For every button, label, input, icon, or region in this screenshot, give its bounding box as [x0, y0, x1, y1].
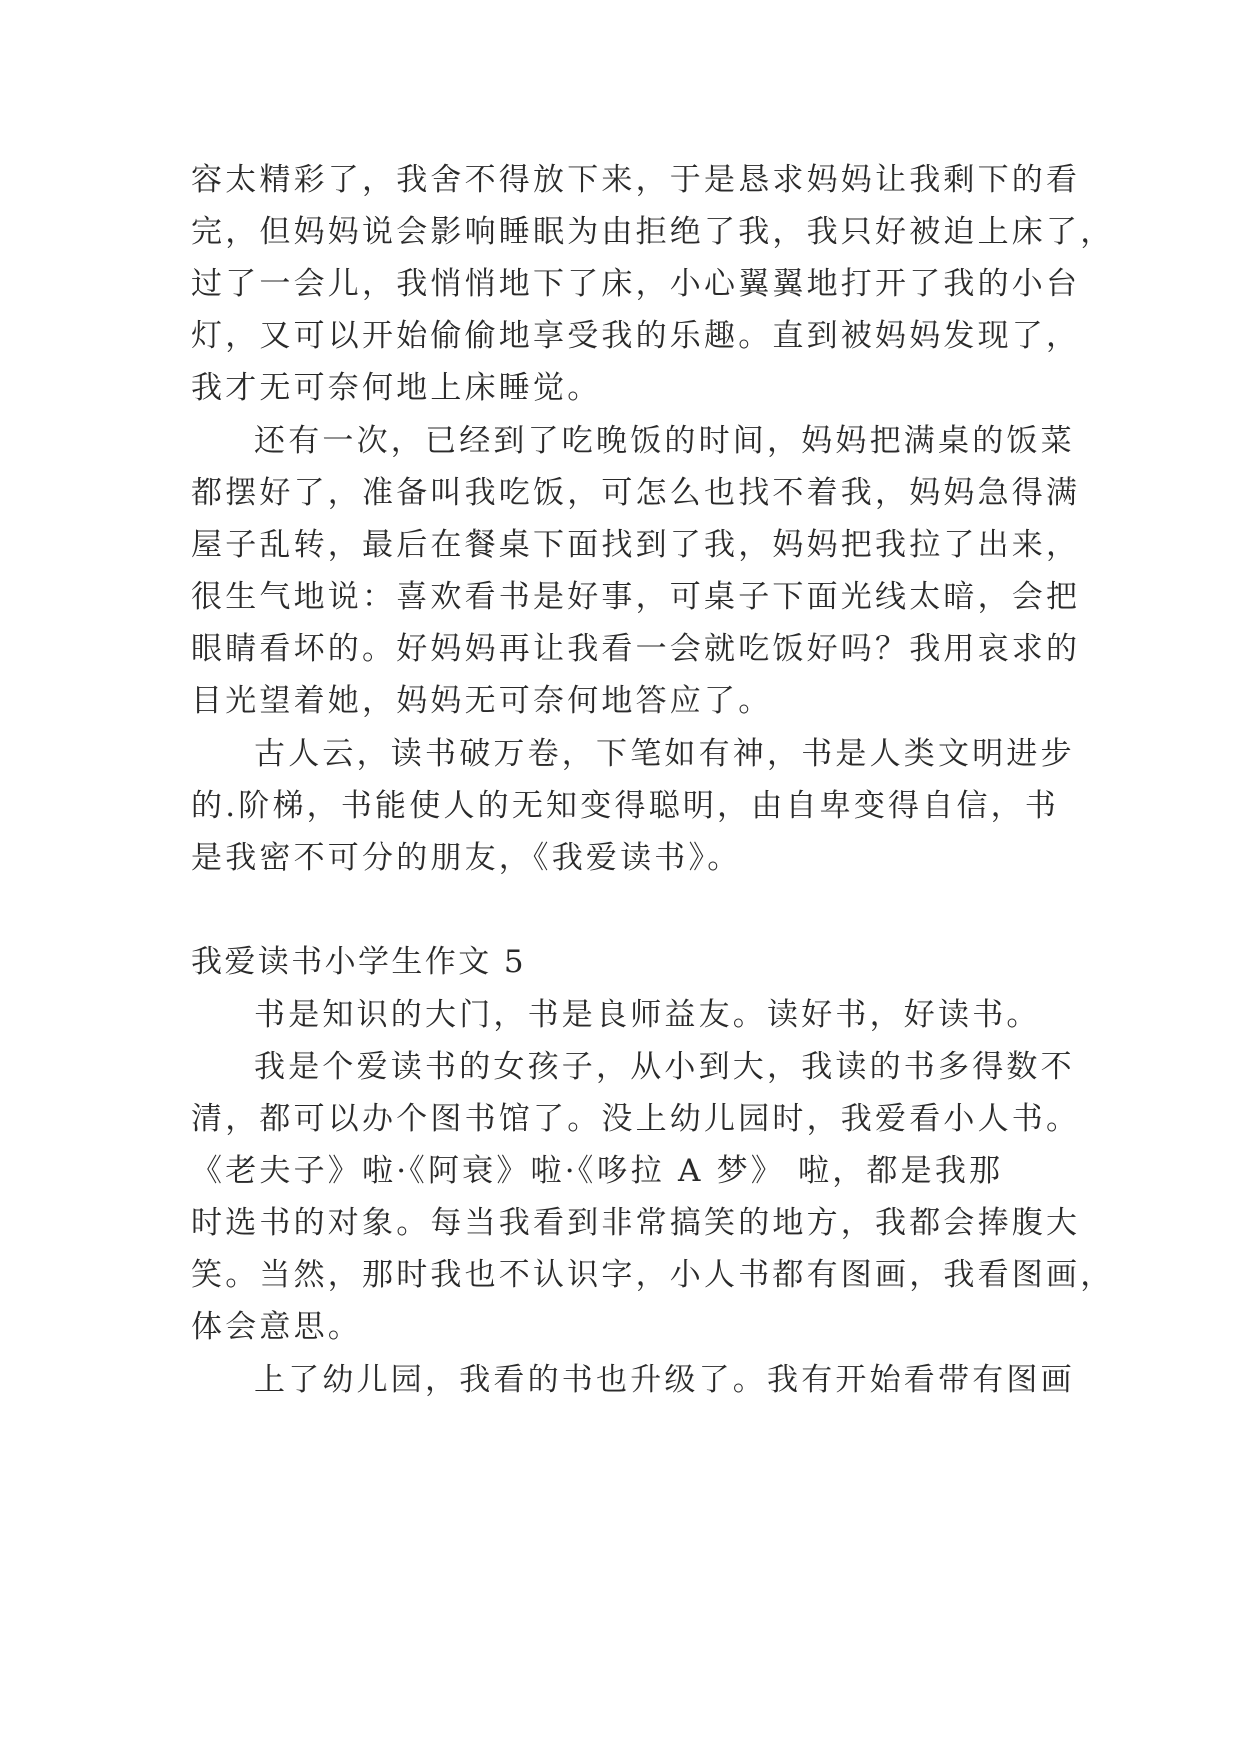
text-line: 我才无可奈何地上床睡觉。: [191, 370, 602, 406]
text-line: 书是知识的大门，书是良师益友。读好书，好读书。: [254, 997, 1041, 1033]
text-line: 屋子乱转，最后在餐桌下面找到了我，妈妈把我拉了出来，: [191, 527, 1081, 563]
text-line: 目光望着她，妈妈无可奈何地答应了。: [191, 683, 773, 719]
text-line: 是我密不可分的朋友，《我爱读书》。: [191, 840, 742, 876]
text-line: 过了一会儿，我悄悄地下了床，小心翼翼地打开了我的小台: [191, 266, 1081, 302]
text-line: 都摆好了，准备叫我吃饭，可怎么也找不着我，妈妈急得满: [191, 475, 1081, 511]
text-line: 古人云，读书破万卷，下笔如有神，书是人类文明进步: [254, 736, 1075, 772]
text-line: 还有一次，已经到了吃晚饭的时间，妈妈把满桌的饭菜: [254, 423, 1075, 459]
text-line: 《老夫子》啦·《阿衰》啦·《哆拉 A 梦》 啦，都是我那: [191, 1153, 1004, 1189]
text-line: 很生气地说：喜欢看书是好事，可桌子下面光线太暗，会把: [191, 579, 1081, 615]
text-line: 完，但妈妈说会影响睡眠为由拒绝了我，我只好被迫上床了，: [191, 214, 1115, 250]
text-line: 容太精彩了，我舍不得放下来，于是恳求妈妈让我剩下的看: [191, 162, 1081, 198]
text-line: 灯，又可以开始偷偷地享受我的乐趣。直到被妈妈发现了，: [191, 318, 1081, 354]
text-line: 眼睛看坏的。好妈妈再让我看一会就吃饭好吗？我用哀求的: [191, 631, 1081, 667]
text-line: 上了幼儿园，我看的书也升级了。我有开始看带有图画: [254, 1362, 1075, 1398]
text-line: 我是个爱读书的女孩子，从小到大，我读的书多得数不: [254, 1049, 1075, 1085]
text-line: 笑。当然，那时我也不认识字，小人书都有图画，我看图画，: [191, 1257, 1115, 1293]
text-line: 体会意思。: [191, 1309, 362, 1345]
text-line: 的.阶梯，书能使人的无知变得聪明，由自卑变得自信，书: [191, 788, 1060, 824]
text-line: 时选书的对象。每当我看到非常搞笑的地方，我都会捧腹大: [191, 1205, 1081, 1241]
section-heading: 我爱读书小学生作文 5: [191, 944, 526, 980]
text-line: 清，都可以办个图书馆了。没上幼儿园时，我爱看小人书。: [191, 1101, 1081, 1137]
